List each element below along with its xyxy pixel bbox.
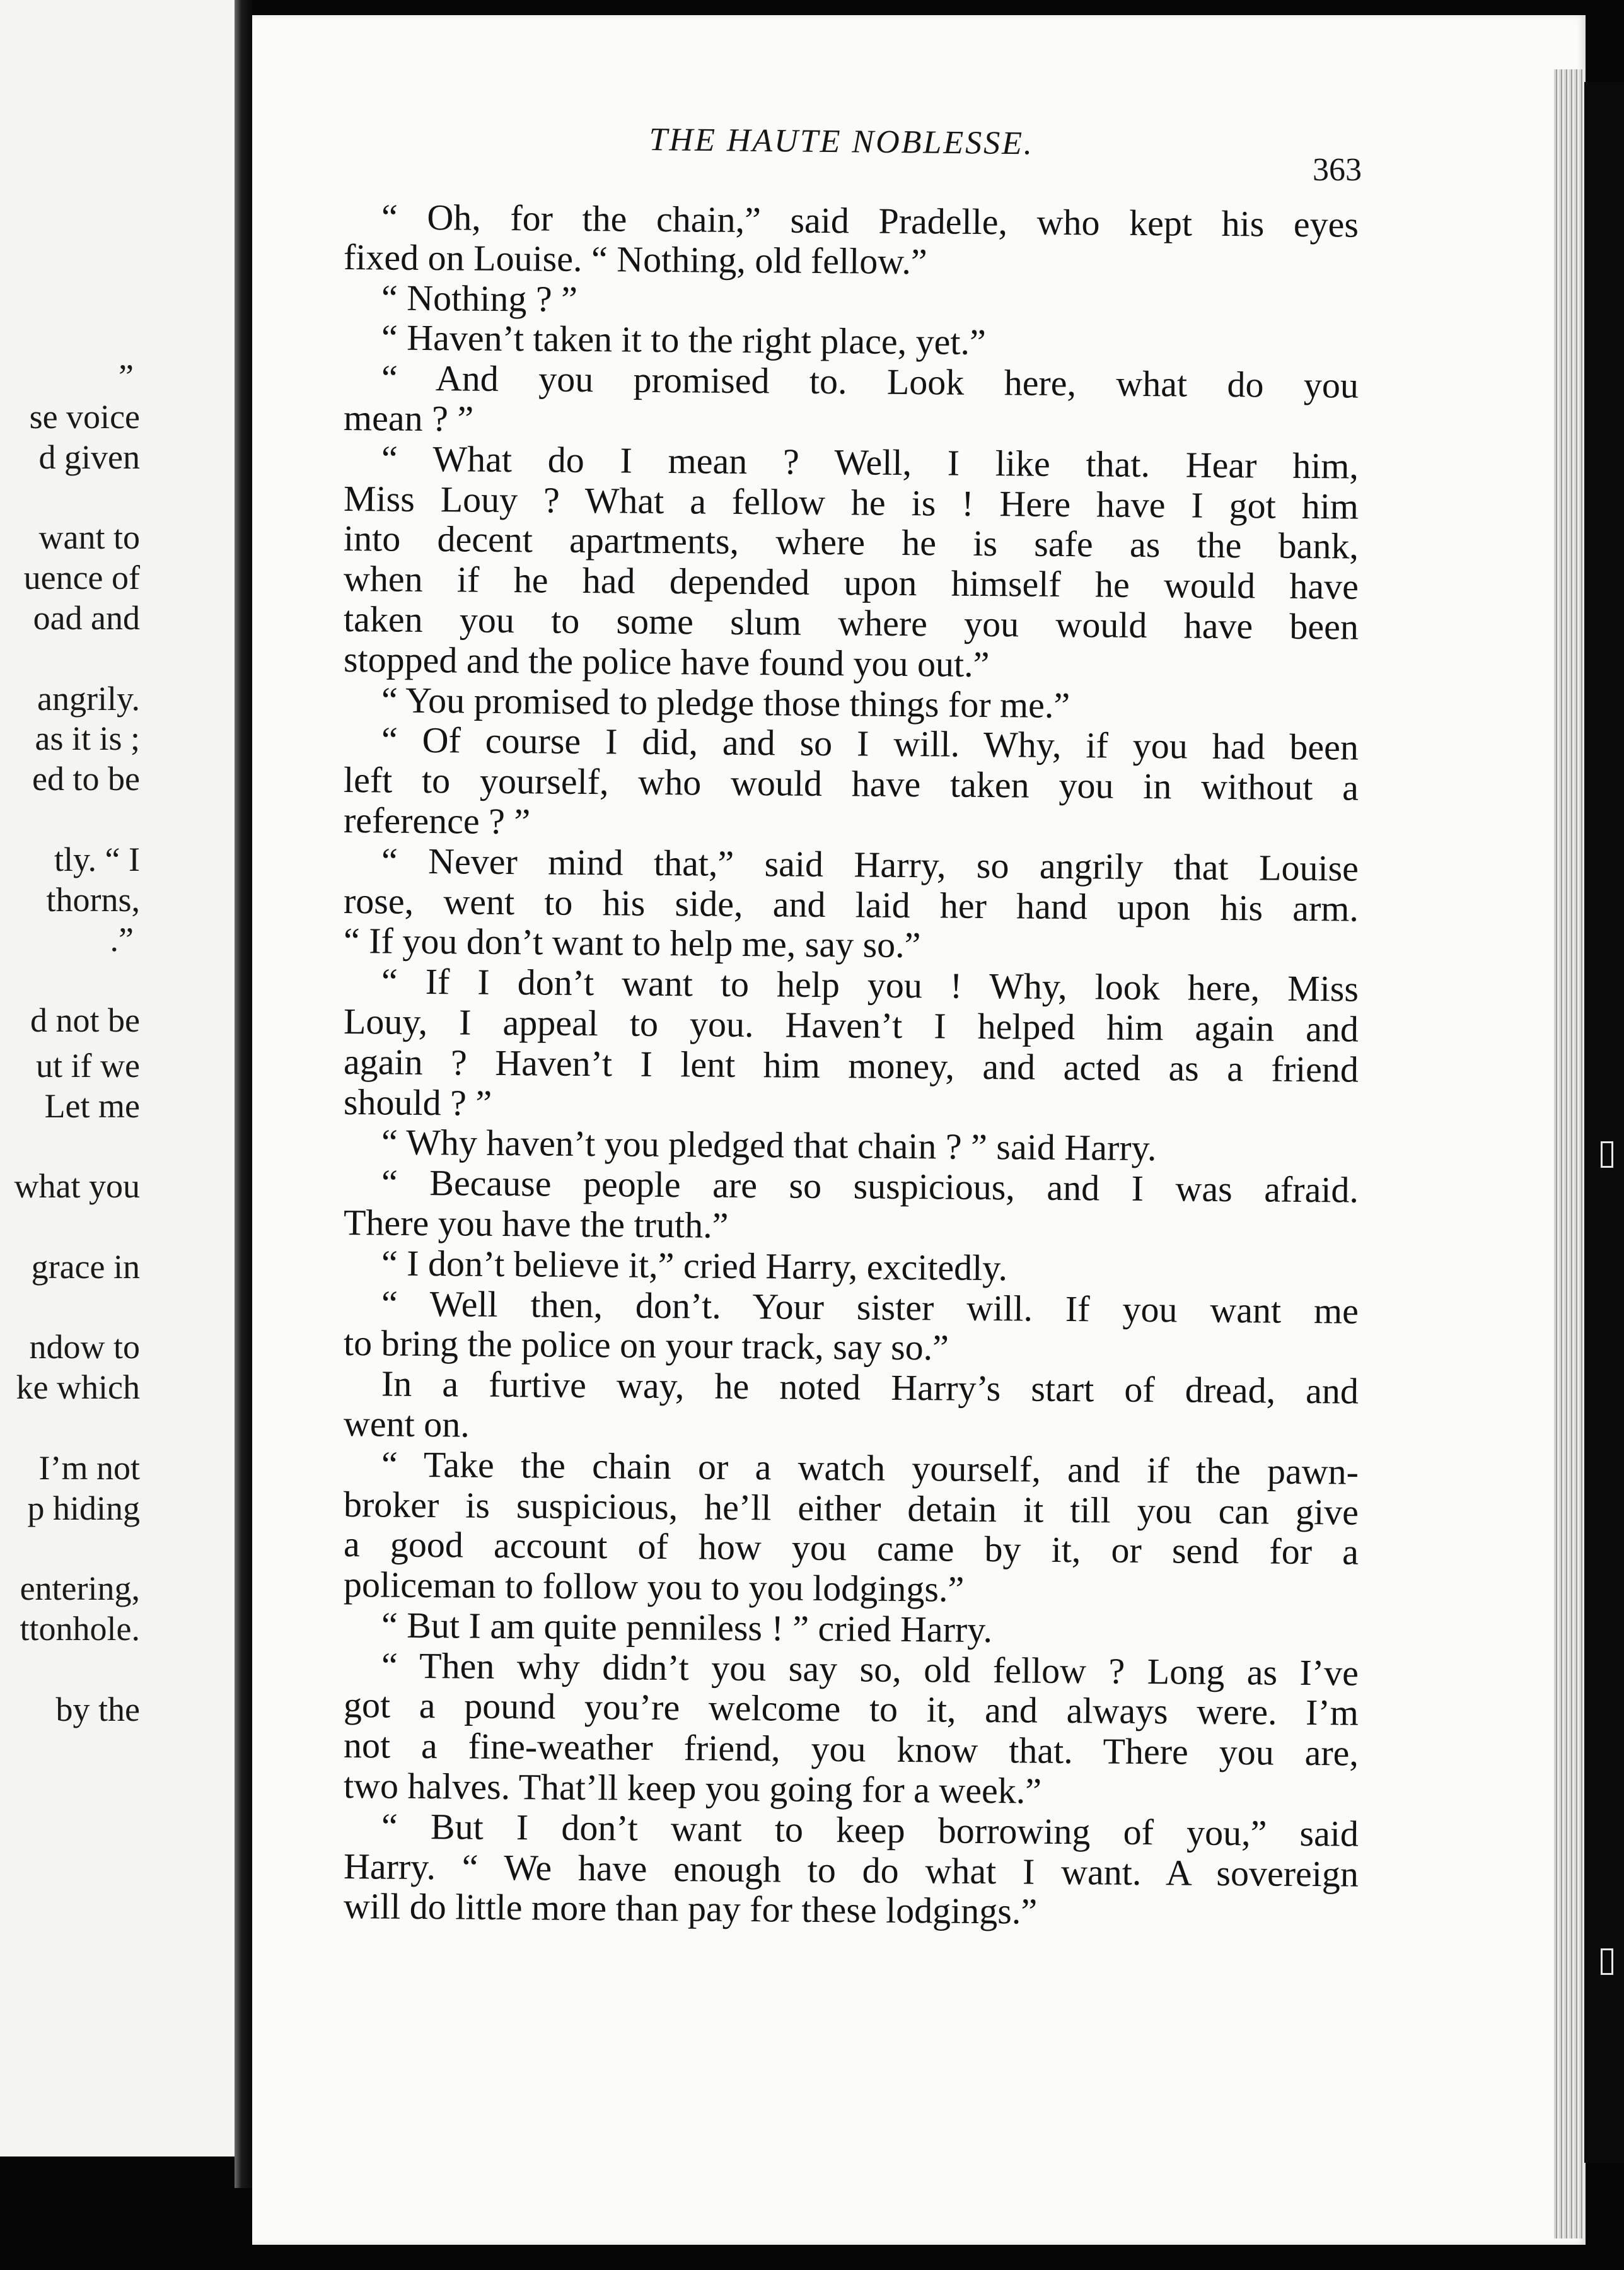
text-line: “ Because people are so suspicious, and I was afraid. bbox=[381, 1161, 1359, 1211]
page-edge-stack bbox=[1554, 69, 1584, 2238]
facing-page-line: angrily. bbox=[37, 679, 140, 718]
text-line: “ What do I mean ? Well, I like that. Hear him, bbox=[381, 438, 1359, 487]
text-line: stopped and the police have found you out.” bbox=[343, 638, 990, 685]
facing-page-line: ut if we bbox=[36, 1046, 140, 1085]
facing-page-line: ndow to bbox=[29, 1328, 140, 1366]
text-line: a good account of how you came by it, or send for a bbox=[343, 1523, 1359, 1573]
text-line: policeman to follow you to you lodgings.” bbox=[343, 1564, 965, 1610]
text-line: In a furtive way, he noted Harry’s start of dread, and bbox=[381, 1363, 1359, 1412]
text-line: rose, went to his side, and laid her hand upon his arm. bbox=[343, 880, 1359, 929]
facing-page-line: .” bbox=[110, 921, 134, 959]
facing-page-line: p hiding bbox=[27, 1489, 140, 1527]
text-line: mean ? ” bbox=[343, 397, 474, 439]
facing-page bbox=[0, 0, 235, 2156]
facing-page-line: as it is ; bbox=[35, 719, 140, 758]
binding-mark bbox=[1601, 1141, 1613, 1168]
facing-page-line: ke which bbox=[16, 1368, 140, 1407]
text-line: will do little more than pay for these lodgings.” bbox=[343, 1885, 1038, 1933]
text-line: to bring the police on your track, say so.” bbox=[343, 1322, 949, 1368]
facing-page-line: uence of bbox=[23, 559, 140, 597]
text-line: “ You promised to pledge those things for me.” bbox=[381, 679, 1070, 726]
text-line: “ And you promised to. Look here, what do you bbox=[381, 357, 1359, 406]
text-line: Miss Louy ? What a fellow he is ! Here have I got him bbox=[343, 477, 1359, 527]
text-line: “ But I don’t want to keep borrowing of you,” said bbox=[381, 1805, 1359, 1854]
text-line: “ Why haven’t you pledged that chain ? ” said Harry. bbox=[381, 1121, 1157, 1169]
facing-page-line: ed to be bbox=[32, 760, 140, 798]
text-line: got a pound you’re welcome to it, and always were. I’m bbox=[343, 1684, 1359, 1734]
text-line: went on. bbox=[343, 1402, 470, 1445]
text-line: two halves. That’ll keep you going for a week.” bbox=[343, 1765, 1042, 1812]
facing-page-line: entering, bbox=[20, 1569, 140, 1608]
facing-page-line: thorns, bbox=[46, 880, 140, 919]
text-line: “ Well then, don’t. Your sister will. If you want me bbox=[381, 1282, 1359, 1332]
text-line: when if he had depended upon himself he would have bbox=[343, 558, 1359, 607]
text-line: “ If I don’t want to help you ! Why, look here, Miss bbox=[381, 960, 1359, 1010]
text-line: “ If you don’t want to help me, say so.” bbox=[343, 920, 921, 966]
text-line: again ? Haven’t I lent him money, and acted as a friend bbox=[343, 1040, 1359, 1090]
text-line: “ Never mind that,” said Harry, so angrily that Louise bbox=[381, 840, 1359, 889]
facing-page-line: want to bbox=[38, 518, 140, 557]
text-line: Louy, I appeal to you. Haven’t I helped him again and bbox=[343, 1000, 1359, 1050]
text-line: “ Of course I did, and so I will. Why, if you had been bbox=[381, 719, 1359, 769]
text-line: Harry. “ We have enough to do what I want. A sovereign bbox=[343, 1845, 1359, 1895]
page-number: 363 bbox=[1313, 152, 1362, 188]
text-line: taken you to some slum where you would have been bbox=[343, 598, 1359, 648]
text-line: not a fine-weather friend, you know that. There you are, bbox=[343, 1725, 1359, 1774]
facing-page-line: Let me bbox=[44, 1086, 140, 1125]
text-line: “ But I am quite penniless ! ” cried Harry. bbox=[381, 1604, 993, 1650]
facing-page-line: d not be bbox=[30, 1001, 140, 1039]
text-line: “ Haven’t taken it to the right place, yet.” bbox=[381, 317, 987, 363]
text-line: “ Oh, for the chain,” said Pradelle, who kept his eyes bbox=[381, 196, 1359, 245]
facing-page-line: oad and bbox=[33, 599, 140, 637]
book-gutter bbox=[235, 0, 252, 2188]
text-line: reference ? ” bbox=[343, 799, 531, 842]
facing-page-line: se voice bbox=[29, 398, 140, 436]
facing-page-line: tly. “ I bbox=[54, 840, 140, 878]
text-line: should ? ” bbox=[343, 1081, 492, 1124]
running-title: THE HAUTE NOBLESSE. bbox=[649, 121, 1035, 162]
text-line: left to yourself, who would have taken you in without a bbox=[343, 759, 1359, 808]
facing-page-line: ” bbox=[119, 358, 134, 396]
facing-page-line: by the bbox=[55, 1690, 140, 1728]
text-line: “ I don’t believe it,” cried Harry, excitedly. bbox=[381, 1242, 1008, 1288]
page-body-text bbox=[343, 196, 1359, 1933]
facing-page-line: what you bbox=[14, 1167, 140, 1206]
facing-page-line: ttonhole. bbox=[20, 1610, 140, 1648]
text-line: There you have the truth.” bbox=[343, 1201, 729, 1246]
text-line: “ Nothing ? ” bbox=[381, 277, 578, 320]
facing-page-line: I’m not bbox=[38, 1448, 140, 1487]
facing-page-line: grace in bbox=[31, 1247, 140, 1286]
text-line: “ Then why didn’t you say so, old fellow ? Long as I’ve bbox=[381, 1644, 1359, 1694]
facing-page-line: d given bbox=[38, 438, 140, 476]
binding-mark bbox=[1601, 1948, 1613, 1975]
text-line: fixed on Louise. “ Nothing, old fellow.” bbox=[343, 236, 927, 282]
text-line: “ Take the chain or a watch yourself, and if the pawn- bbox=[381, 1443, 1359, 1493]
scan-border bbox=[1584, 82, 1624, 2163]
text-line: broker is suspicious, he’ll either detain it till you can give bbox=[343, 1483, 1359, 1533]
text-line: into decent apartments, where he is safe as the bank, bbox=[343, 518, 1359, 568]
